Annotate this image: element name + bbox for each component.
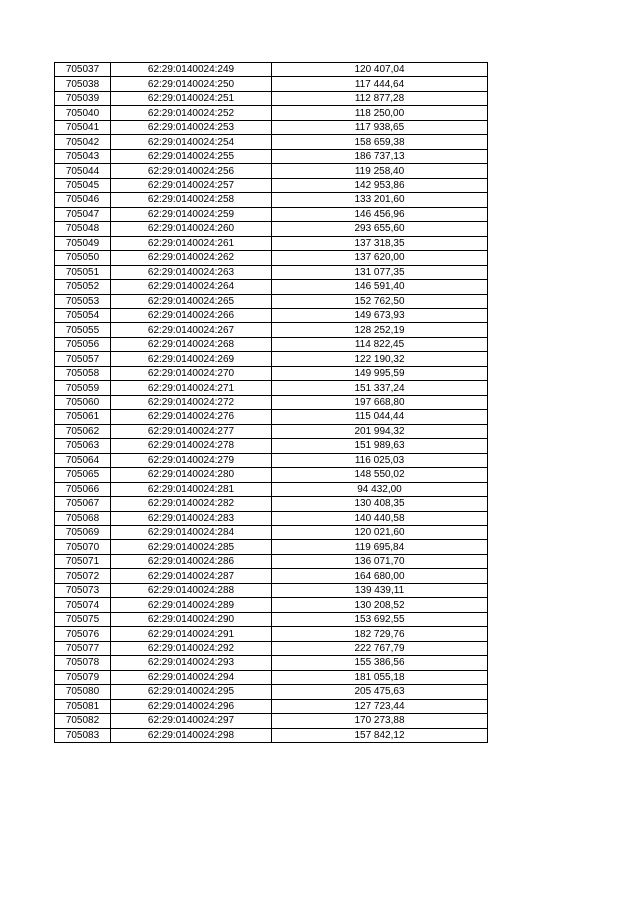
cadastral-value-cell: 112 877,28 (272, 91, 488, 105)
table-row (55, 106, 488, 120)
cadastral-number-cell: 62:29:0140024:266 (111, 308, 272, 322)
cadastral-number-cell: 62:29:0140024:267 (111, 323, 272, 337)
table-row (55, 207, 488, 221)
cadastral-value-cell: 158 659,38 (272, 135, 488, 149)
cadastral-value-cell: 222 767,79 (272, 641, 488, 655)
table-row (55, 598, 488, 612)
cadastral-number-cell: 62:29:0140024:261 (111, 236, 272, 250)
record-number-cell: 705045 (55, 178, 111, 192)
cadastral-number-cell: 62:29:0140024:262 (111, 251, 272, 265)
table-row (55, 323, 488, 337)
cadastral-value-cell: 127 723,44 (272, 699, 488, 713)
cadastral-value-cell: 117 938,65 (272, 120, 488, 134)
record-number-cell: 705051 (55, 265, 111, 279)
cadastral-value-cell: 148 550,02 (272, 468, 488, 482)
cadastral-value-cell: 120 407,04 (272, 63, 488, 77)
cadastral-value-cell: 94 432,00 (272, 482, 488, 496)
cadastral-number-cell: 62:29:0140024:249 (111, 63, 272, 77)
table-row (55, 149, 488, 163)
record-number-cell: 705073 (55, 583, 111, 597)
table-row (55, 511, 488, 525)
cadastral-value-cell: 122 190,32 (272, 352, 488, 366)
table-row (55, 120, 488, 134)
record-number-cell: 705048 (55, 222, 111, 236)
cadastral-number-cell: 62:29:0140024:252 (111, 106, 272, 120)
cadastral-number-cell: 62:29:0140024:292 (111, 641, 272, 655)
cadastral-number-cell: 62:29:0140024:259 (111, 207, 272, 221)
table-row (55, 714, 488, 728)
cadastral-value-cell: 136 071,70 (272, 554, 488, 568)
cadastral-number-cell: 62:29:0140024:278 (111, 439, 272, 453)
record-number-cell: 705053 (55, 294, 111, 308)
cadastral-number-cell: 62:29:0140024:294 (111, 670, 272, 684)
cadastral-number-cell: 62:29:0140024:297 (111, 714, 272, 728)
table-row (55, 251, 488, 265)
cadastral-value-cell: 133 201,60 (272, 193, 488, 207)
record-number-cell: 705042 (55, 135, 111, 149)
table-row (55, 627, 488, 641)
cadastral-value-cell: 182 729,76 (272, 627, 488, 641)
cadastral-number-cell: 62:29:0140024:290 (111, 612, 272, 626)
table-row (55, 236, 488, 250)
record-number-cell: 705038 (55, 77, 111, 91)
table-row (55, 612, 488, 626)
record-number-cell: 705083 (55, 728, 111, 742)
table-row (55, 135, 488, 149)
record-number-cell: 705052 (55, 280, 111, 294)
cadastral-value-cell: 149 673,93 (272, 308, 488, 322)
table-row (55, 554, 488, 568)
cadastral-value-cell: 181 055,18 (272, 670, 488, 684)
cadastral-number-cell: 62:29:0140024:291 (111, 627, 272, 641)
record-number-cell: 705078 (55, 656, 111, 670)
table-row (55, 482, 488, 496)
table-row (55, 178, 488, 192)
cadastral-value-cell: 164 680,00 (272, 569, 488, 583)
table-row (55, 381, 488, 395)
cadastral-value-cell: 116 025,03 (272, 453, 488, 467)
cadastral-number-cell: 62:29:0140024:270 (111, 366, 272, 380)
record-number-cell: 705070 (55, 540, 111, 554)
table-row (55, 164, 488, 178)
cadastral-number-cell: 62:29:0140024:279 (111, 453, 272, 467)
record-number-cell: 705037 (55, 63, 111, 77)
table-row (55, 439, 488, 453)
table-row (55, 497, 488, 511)
cadastral-number-cell: 62:29:0140024:285 (111, 540, 272, 554)
record-number-cell: 705077 (55, 641, 111, 655)
table-row (55, 63, 488, 77)
table-row (55, 366, 488, 380)
cadastral-value-cell: 117 444,64 (272, 77, 488, 91)
cadastral-number-cell: 62:29:0140024:284 (111, 526, 272, 540)
table-row (55, 222, 488, 236)
cadastral-number-cell: 62:29:0140024:298 (111, 728, 272, 742)
cadastral-value-cell: 146 591,40 (272, 280, 488, 294)
table-row (55, 265, 488, 279)
record-number-cell: 705081 (55, 699, 111, 713)
cadastral-value-cell: 157 842,12 (272, 728, 488, 742)
table-row (55, 424, 488, 438)
record-number-cell: 705062 (55, 424, 111, 438)
cadastral-number-cell: 62:29:0140024:268 (111, 337, 272, 351)
record-number-cell: 705069 (55, 526, 111, 540)
cadastral-number-cell: 62:29:0140024:271 (111, 381, 272, 395)
cadastral-value-cell: 153 692,55 (272, 612, 488, 626)
record-number-cell: 705046 (55, 193, 111, 207)
table-row (55, 468, 488, 482)
cadastral-value-cell: 186 737,13 (272, 149, 488, 163)
table-row (55, 699, 488, 713)
cadastral-value-cell: 152 762,50 (272, 294, 488, 308)
table-row (55, 91, 488, 105)
table-row (55, 670, 488, 684)
cadastral-value-cell: 128 252,19 (272, 323, 488, 337)
cadastral-value-cell: 139 439,11 (272, 583, 488, 597)
cadastral-number-cell: 62:29:0140024:255 (111, 149, 272, 163)
cadastral-number-cell: 62:29:0140024:289 (111, 598, 272, 612)
cadastral-number-cell: 62:29:0140024:265 (111, 294, 272, 308)
cadastral-value-cell: 149 995,59 (272, 366, 488, 380)
cadastral-value-cell: 119 258,40 (272, 164, 488, 178)
record-number-cell: 705065 (55, 468, 111, 482)
cadastral-value-cell: 201 994,32 (272, 424, 488, 438)
record-number-cell: 705064 (55, 453, 111, 467)
cadastral-number-cell: 62:29:0140024:295 (111, 685, 272, 699)
record-number-cell: 705071 (55, 554, 111, 568)
table-row (55, 77, 488, 91)
table-row (55, 540, 488, 554)
cadastral-value-cell: 130 408,35 (272, 497, 488, 511)
cadastral-number-cell: 62:29:0140024:269 (111, 352, 272, 366)
table-row (55, 583, 488, 597)
cadastral-number-cell: 62:29:0140024:257 (111, 178, 272, 192)
table-row (55, 352, 488, 366)
cadastral-number-cell: 62:29:0140024:258 (111, 193, 272, 207)
cadastral-number-cell: 62:29:0140024:293 (111, 656, 272, 670)
record-number-cell: 705055 (55, 323, 111, 337)
cadastral-number-cell: 62:29:0140024:280 (111, 468, 272, 482)
table-row (55, 280, 488, 294)
cadastral-value-table (54, 62, 488, 743)
table-row (55, 656, 488, 670)
record-number-cell: 705079 (55, 670, 111, 684)
record-number-cell: 705041 (55, 120, 111, 134)
record-number-cell: 705063 (55, 439, 111, 453)
record-number-cell: 705043 (55, 149, 111, 163)
table-row (55, 410, 488, 424)
cadastral-value-cell: 293 655,60 (272, 222, 488, 236)
table-row (55, 685, 488, 699)
cadastral-value-cell: 130 208,52 (272, 598, 488, 612)
cadastral-value-cell: 155 386,56 (272, 656, 488, 670)
record-number-cell: 705072 (55, 569, 111, 583)
table-body (55, 63, 488, 743)
record-number-cell: 705059 (55, 381, 111, 395)
cadastral-value-cell: 146 456,96 (272, 207, 488, 221)
record-number-cell: 705049 (55, 236, 111, 250)
cadastral-value-cell: 142 953,86 (272, 178, 488, 192)
cadastral-value-cell: 205 475,63 (272, 685, 488, 699)
record-number-cell: 705075 (55, 612, 111, 626)
record-number-cell: 705044 (55, 164, 111, 178)
cadastral-number-cell: 62:29:0140024:272 (111, 395, 272, 409)
cadastral-number-cell: 62:29:0140024:288 (111, 583, 272, 597)
record-number-cell: 705056 (55, 337, 111, 351)
table-row (55, 337, 488, 351)
cadastral-value-cell: 170 273,88 (272, 714, 488, 728)
record-number-cell: 705066 (55, 482, 111, 496)
cadastral-value-cell: 197 668,80 (272, 395, 488, 409)
cadastral-number-cell: 62:29:0140024:281 (111, 482, 272, 496)
cadastral-number-cell: 62:29:0140024:277 (111, 424, 272, 438)
record-number-cell: 705057 (55, 352, 111, 366)
cadastral-value-cell: 114 822,45 (272, 337, 488, 351)
record-number-cell: 705061 (55, 410, 111, 424)
table-row (55, 294, 488, 308)
cadastral-number-cell: 62:29:0140024:276 (111, 410, 272, 424)
cadastral-value-cell: 137 318,35 (272, 236, 488, 250)
cadastral-value-cell: 151 337,24 (272, 381, 488, 395)
cadastral-number-cell: 62:29:0140024:256 (111, 164, 272, 178)
record-number-cell: 705067 (55, 497, 111, 511)
cadastral-number-cell: 62:29:0140024:286 (111, 554, 272, 568)
table-row (55, 453, 488, 467)
table-row (55, 308, 488, 322)
record-number-cell: 705039 (55, 91, 111, 105)
table-row (55, 641, 488, 655)
cadastral-value-cell: 151 989,63 (272, 439, 488, 453)
table-row (55, 395, 488, 409)
cadastral-value-cell: 119 695,84 (272, 540, 488, 554)
cadastral-number-cell: 62:29:0140024:253 (111, 120, 272, 134)
record-number-cell: 705047 (55, 207, 111, 221)
cadastral-number-cell: 62:29:0140024:287 (111, 569, 272, 583)
cadastral-number-cell: 62:29:0140024:260 (111, 222, 272, 236)
cadastral-value-cell: 140 440,58 (272, 511, 488, 525)
table-row (55, 569, 488, 583)
record-number-cell: 705060 (55, 395, 111, 409)
cadastral-number-cell: 62:29:0140024:263 (111, 265, 272, 279)
cadastral-number-cell: 62:29:0140024:282 (111, 497, 272, 511)
cadastral-number-cell: 62:29:0140024:264 (111, 280, 272, 294)
record-number-cell: 705082 (55, 714, 111, 728)
table-row (55, 193, 488, 207)
cadastral-number-cell: 62:29:0140024:296 (111, 699, 272, 713)
record-number-cell: 705080 (55, 685, 111, 699)
record-number-cell: 705054 (55, 308, 111, 322)
cadastral-value-cell: 115 044,44 (272, 410, 488, 424)
record-number-cell: 705074 (55, 598, 111, 612)
record-number-cell: 705058 (55, 366, 111, 380)
cadastral-value-cell: 118 250,00 (272, 106, 488, 120)
cadastral-number-cell: 62:29:0140024:283 (111, 511, 272, 525)
cadastral-number-cell: 62:29:0140024:254 (111, 135, 272, 149)
table-row (55, 526, 488, 540)
record-number-cell: 705068 (55, 511, 111, 525)
record-number-cell: 705076 (55, 627, 111, 641)
cadastral-value-cell: 120 021,60 (272, 526, 488, 540)
cadastral-number-cell: 62:29:0140024:250 (111, 77, 272, 91)
cadastral-value-cell: 137 620,00 (272, 251, 488, 265)
cadastral-value-cell: 131 077,35 (272, 265, 488, 279)
cadastral-number-cell: 62:29:0140024:251 (111, 91, 272, 105)
record-number-cell: 705050 (55, 251, 111, 265)
record-number-cell: 705040 (55, 106, 111, 120)
table-row (55, 728, 488, 742)
